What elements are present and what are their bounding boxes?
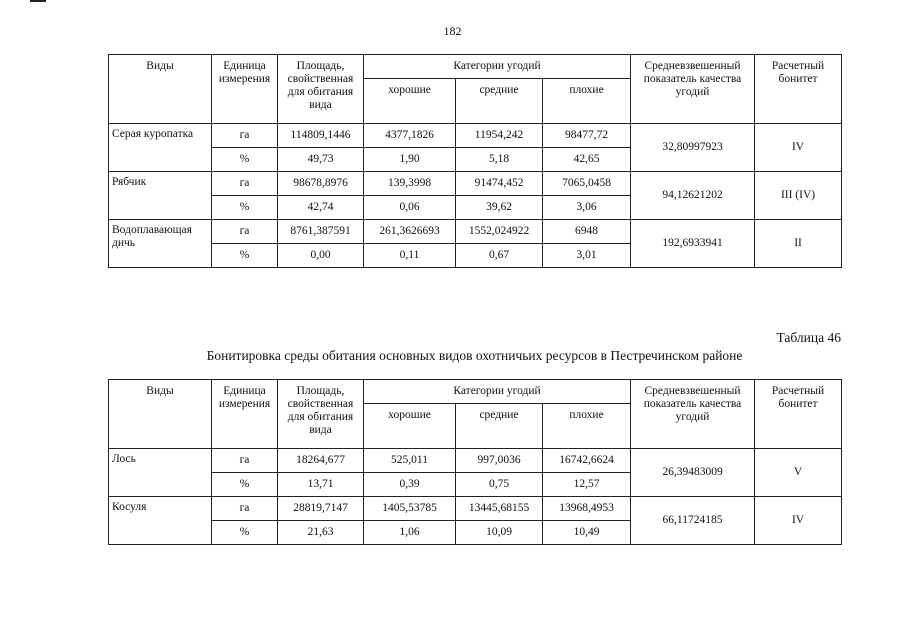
good-cell: 0,11 bbox=[364, 244, 456, 268]
weighted-cell: 94,12621202 bbox=[631, 172, 755, 220]
categories-header: Категории угодий bbox=[364, 380, 631, 404]
medium-cell: 11954,242 bbox=[456, 124, 543, 148]
header-row bbox=[109, 55, 842, 79]
medium-cell: 5,18 bbox=[456, 148, 543, 172]
area-cell: 114809,1446 bbox=[278, 124, 364, 148]
weighted-cell: 26,39483009 bbox=[631, 449, 755, 497]
medium-header: средние bbox=[456, 79, 543, 124]
area-cell: 18264,677 bbox=[278, 449, 364, 473]
unit-cell: % bbox=[212, 473, 278, 497]
species-cell: Серая куропатка bbox=[109, 124, 212, 172]
weighted-header: Средневзвешенный показатель качества угодий bbox=[631, 55, 755, 124]
species-cell: Водоплавающая дичь bbox=[109, 220, 212, 268]
poor-cell: 12,57 bbox=[543, 473, 631, 497]
table-row bbox=[109, 449, 842, 473]
unit-cell: % bbox=[212, 244, 278, 268]
good-cell: 4377,1826 bbox=[364, 124, 456, 148]
bonitet-cell: II bbox=[755, 220, 842, 268]
good-cell: 1405,53785 bbox=[364, 497, 456, 521]
unit-cell: га bbox=[212, 172, 278, 196]
unit-cell: % bbox=[212, 148, 278, 172]
medium-cell: 1552,024922 bbox=[456, 220, 543, 244]
unit-cell: га bbox=[212, 124, 278, 148]
good-cell: 1,06 bbox=[364, 521, 456, 545]
habitat-table-2 bbox=[108, 379, 842, 545]
bonitet-cell: IV bbox=[755, 124, 842, 172]
medium-cell: 0,75 bbox=[456, 473, 543, 497]
medium-header: средние bbox=[456, 404, 543, 449]
good-cell: 0,06 bbox=[364, 196, 456, 220]
good-cell: 0,39 bbox=[364, 473, 456, 497]
area-cell: 98678,8976 bbox=[278, 172, 364, 196]
unit-cell: га bbox=[212, 497, 278, 521]
bonitet-cell: III (IV) bbox=[755, 172, 842, 220]
good-cell: 1,90 bbox=[364, 148, 456, 172]
area-cell: 49,73 bbox=[278, 148, 364, 172]
weighted-header: Средневзвешенный показатель качества угодий bbox=[631, 380, 755, 449]
good-cell: 261,3626693 bbox=[364, 220, 456, 244]
species-cell: Косуля bbox=[109, 497, 212, 545]
unit-cell: % bbox=[212, 196, 278, 220]
table-row bbox=[109, 124, 842, 148]
bonitet-header: Расчетный бонитет bbox=[755, 380, 842, 449]
table-row bbox=[109, 220, 842, 244]
poor-cell: 10,49 bbox=[543, 521, 631, 545]
area-cell: 28819,7147 bbox=[278, 497, 364, 521]
species-cell: Рябчик bbox=[109, 172, 212, 220]
header-row bbox=[109, 380, 842, 404]
table-title: Бонитировка среды обитания основных видов охотничьих ресурсов в Пестречинском районе bbox=[206, 348, 743, 363]
species-cell: Лось bbox=[109, 449, 212, 497]
good-cell: 139,3998 bbox=[364, 172, 456, 196]
bonitet-cell: IV bbox=[755, 497, 842, 545]
area-cell: 42,74 bbox=[278, 196, 364, 220]
species-header: Виды bbox=[109, 55, 212, 124]
corner-mark bbox=[30, 0, 46, 2]
unit-cell: % bbox=[212, 521, 278, 545]
table-row bbox=[109, 497, 842, 521]
habitat-table-1 bbox=[108, 54, 842, 268]
area-cell: 21,63 bbox=[278, 521, 364, 545]
poor-cell: 13968,4953 bbox=[543, 497, 631, 521]
medium-cell: 91474,452 bbox=[456, 172, 543, 196]
table-row bbox=[109, 172, 842, 196]
area-cell: 0,00 bbox=[278, 244, 364, 268]
medium-cell: 0,67 bbox=[456, 244, 543, 268]
page-number: 182 bbox=[443, 24, 462, 38]
weighted-cell: 192,6933941 bbox=[631, 220, 755, 268]
medium-cell: 10,09 bbox=[456, 521, 543, 545]
unit-header: Единица измерения bbox=[212, 380, 278, 449]
unit-header: Единица измерения bbox=[212, 55, 278, 124]
bonitet-header: Расчетный бонитет bbox=[755, 55, 842, 124]
medium-cell: 997,0036 bbox=[456, 449, 543, 473]
table-number: Таблица 46 bbox=[776, 330, 841, 345]
good-header: хорошие bbox=[364, 79, 456, 124]
poor-cell: 42,65 bbox=[543, 148, 631, 172]
area-cell: 13,71 bbox=[278, 473, 364, 497]
unit-cell: га bbox=[212, 449, 278, 473]
medium-cell: 39,62 bbox=[456, 196, 543, 220]
poor-cell: 7065,0458 bbox=[543, 172, 631, 196]
unit-cell: га bbox=[212, 220, 278, 244]
categories-header: Категории угодий bbox=[364, 55, 631, 79]
poor-cell: 3,01 bbox=[543, 244, 631, 268]
medium-cell: 13445,68155 bbox=[456, 497, 543, 521]
area-cell: 8761,387591 bbox=[278, 220, 364, 244]
area-header: Площадь, свойственная для обитания вида bbox=[278, 55, 364, 124]
poor-header: плохие bbox=[543, 404, 631, 449]
poor-cell: 6948 bbox=[543, 220, 631, 244]
poor-header: плохие bbox=[543, 79, 631, 124]
weighted-cell: 32,80997923 bbox=[631, 124, 755, 172]
good-header: хорошие bbox=[364, 404, 456, 449]
poor-cell: 16742,6624 bbox=[543, 449, 631, 473]
weighted-cell: 66,11724185 bbox=[631, 497, 755, 545]
poor-cell: 98477,72 bbox=[543, 124, 631, 148]
poor-cell: 3,06 bbox=[543, 196, 631, 220]
bonitet-cell: V bbox=[755, 449, 842, 497]
good-cell: 525,011 bbox=[364, 449, 456, 473]
area-header: Площадь, свойственная для обитания вида bbox=[278, 380, 364, 449]
species-header: Виды bbox=[109, 380, 212, 449]
